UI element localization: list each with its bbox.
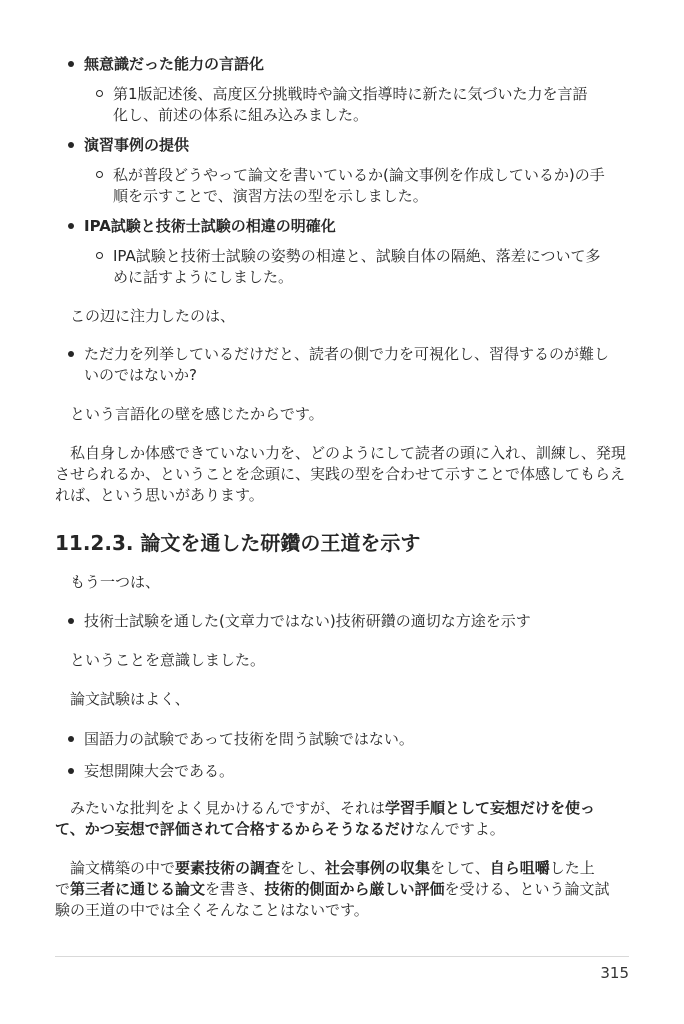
sub-item-line: IPA試験と技術士試験の姿勢の相違と、試験自体の隔絶、落差について多 — [113, 247, 601, 265]
text-run: を受ける、という論文試 — [444, 880, 610, 898]
paragraph-line — [55, 818, 505, 840]
sub-bullet-circle — [96, 90, 103, 97]
emphasis-text: 要素技術の調査 — [175, 859, 281, 877]
paragraph-line: 私自身しか体感できていない力を、どのようにして読者の頭に入れ、訓練し、発現 — [70, 444, 626, 462]
bullet-dot — [68, 736, 74, 742]
text-run: 論文構築の中で — [70, 859, 176, 877]
emphasis-text: 学習手順として妄想だけを使っ — [385, 799, 596, 817]
paragraph-line: れば、という思いがあります。 — [55, 486, 264, 504]
list-item-title: IPA試験と技術士試験の相違の明確化 — [84, 217, 336, 235]
paragraph-line: させられるか、ということを念頭に、実践の型を合わせて示すことで体感してもらえ — [55, 465, 626, 483]
sub-item-line: 順を示すことで、演習方法の型を示しました。 — [113, 187, 428, 205]
text-run: をし、 — [280, 859, 326, 877]
paragraph-line: 験の王道の中では全くそんなことはないです。 — [55, 901, 369, 919]
footer-divider — [55, 956, 629, 957]
paragraph: という言語化の壁を感じたからです。 — [70, 405, 324, 423]
list-item-title: 無意識だった能力の言語化 — [84, 55, 265, 73]
sub-item-line: 第1版記述後、高度区分挑戦時や論文指導時に新たに気づいた力を言語 — [113, 85, 588, 103]
paragraph: もう一つは、 — [70, 573, 161, 591]
text-run: で — [55, 880, 71, 898]
sub-item-line: めに話すようにしました。 — [113, 268, 294, 286]
text-run: なんですよ。 — [414, 820, 505, 838]
paragraph-line — [70, 857, 595, 879]
list-item-line: いのではないか? — [84, 366, 197, 384]
text-run: した上 — [549, 859, 595, 877]
text-run: をして、 — [430, 859, 490, 877]
bullet-dot — [68, 142, 74, 148]
emphasis-text: 自ら咀嚼 — [489, 859, 550, 877]
emphasis-text: 第三者に通じる論文 — [70, 880, 206, 898]
text-run: みたいな批判をよく見かけるんですが、それは — [70, 799, 386, 817]
paragraph-line — [55, 878, 609, 900]
list-item-line: 技術士試験を通した(文章力ではない)技術研鑽の適切な方途を示す — [84, 612, 531, 630]
emphasis-text: 技術的側面から厳しい評価 — [264, 880, 445, 898]
paragraph-line — [70, 797, 595, 819]
bullet-dot — [68, 351, 74, 357]
paragraph: この辺に注力したのは、 — [70, 307, 236, 325]
bullet-dot — [68, 618, 74, 624]
emphasis-text: て、かつ妄想で評価されて合格するからそうなるだけ — [55, 820, 415, 838]
list-item-title: 演習事例の提供 — [84, 136, 190, 154]
section-heading: 11.2.3. 論文を通した研鑽の王道を示す — [55, 531, 421, 555]
bullet-dot — [68, 768, 74, 774]
list-item-line: 妄想開陳大会である。 — [84, 762, 235, 780]
page-number: 315 — [600, 964, 629, 982]
bullet-dot — [68, 61, 74, 67]
emphasis-text: 社会事例の収集 — [325, 859, 431, 877]
paragraph: ということを意識しました。 — [70, 651, 266, 669]
bullet-dot — [68, 223, 74, 229]
sub-bullet-circle — [96, 171, 103, 178]
sub-item-line: 私が普段どうやって論文を書いているか(論文事例を作成しているか)の手 — [113, 166, 605, 184]
list-item-line: ただ力を列挙しているだけだと、読者の側で力を可視化し、習得するのが難し — [84, 345, 610, 363]
list-item-line: 国語力の試験であって技術を問う試験ではない。 — [84, 730, 414, 748]
paragraph: 論文試験はよく、 — [70, 690, 190, 708]
sub-bullet-circle — [96, 252, 103, 259]
text-run: を書き、 — [205, 880, 265, 898]
sub-item-line: 化し、前述の体系に組み込みました。 — [113, 106, 369, 124]
